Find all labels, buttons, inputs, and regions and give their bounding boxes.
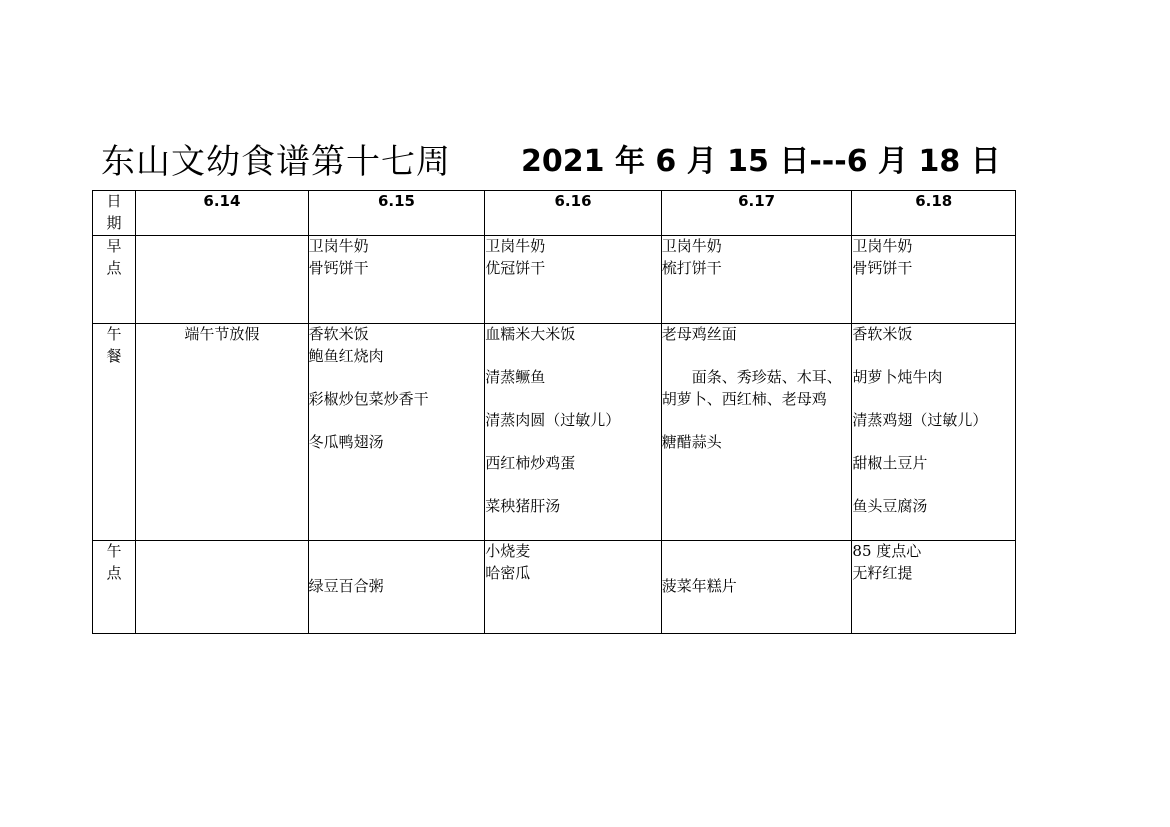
row-label-date: 日 期 [93,191,136,236]
snack-row [93,541,1016,634]
lunch-cell-617: 老母鸡丝面 面条、秀珍菇、木耳、胡萝卜、西红柿、老母鸡 糖醋蒜头 [661,324,852,541]
breakfast-cell-616: 卫岗牛奶 优冠饼干 [485,236,662,324]
breakfast-cell-618: 卫岗牛奶 骨钙饼干 [852,236,1016,324]
date-header: 6.16 [485,191,662,236]
row-label-breakfast: 早 点 [93,236,136,324]
breakfast-cell-617: 卫岗牛奶 梳打饼干 [661,236,852,324]
breakfast-cell-615: 卫岗牛奶 骨钙饼干 [308,236,485,324]
row-label-lunch: 午 餐 [93,324,136,541]
snack-cell-617: 菠菜年糕片 [661,541,852,634]
lunch-cell-616: 血糯米大米饭 清蒸鳜鱼 清蒸肉圆（过敏儿） 西红柿炒鸡蛋 菜秧猪肝汤 [485,324,662,541]
lunch-cell-618: 香软米饭 胡萝卜炖牛肉 清蒸鸡翅（过敏儿） 甜椒土豆片 鱼头豆腐汤 [852,324,1016,541]
date-header: 6.17 [661,191,852,236]
page-title [101,134,1001,182]
snack-cell-616: 小烧麦 哈密瓜 [485,541,662,634]
snack-cell-618: 85 度点心 无籽红提 [852,541,1016,634]
lunch-row [93,324,1016,541]
breakfast-cell-614 [136,236,309,324]
date-header: 6.14 [136,191,309,236]
date-header: 6.18 [852,191,1016,236]
header-row [93,191,1016,236]
menu-title: 东山文幼食谱第十七周 [101,141,451,182]
holiday-notice: 端午节放假 [136,324,309,541]
breakfast-row [93,236,1016,324]
snack-cell-614 [136,541,309,634]
lunch-cell-615: 香软米饭 鲍鱼红烧肉 彩椒炒包菜炒香干 冬瓜鸭翅汤 [308,324,485,541]
menu-table [92,190,1016,634]
date-header: 6.15 [308,191,485,236]
row-label-snack: 午 点 [93,541,136,634]
date-range: 2021 年 6 月 15 日---6 月 18 日 [521,144,1001,179]
snack-cell-615: 绿豆百合粥 [308,541,485,634]
